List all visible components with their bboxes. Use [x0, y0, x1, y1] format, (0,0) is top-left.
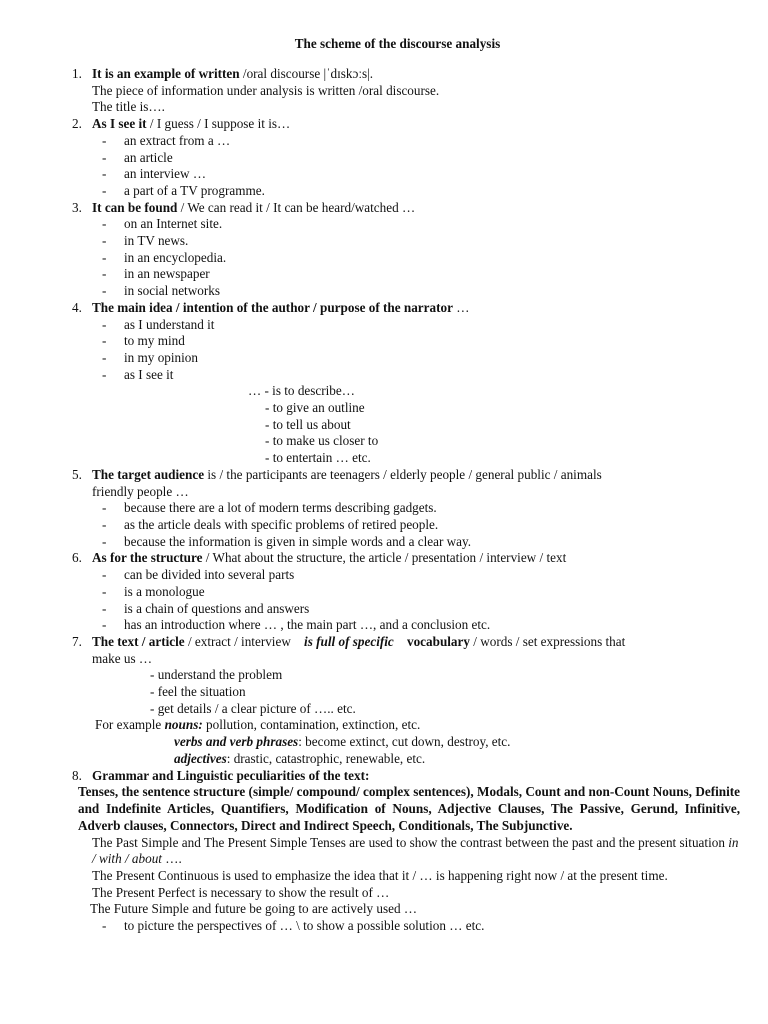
list-item: - to my mind — [0, 333, 768, 350]
section-4 — [0, 300, 768, 317]
list-item: - is a monologue — [0, 584, 768, 601]
section-number: 2. — [72, 116, 82, 132]
section-heading: It can be found / We can read it / It can be heard/watched … — [92, 199, 416, 215]
document-body — [0, 66, 768, 935]
list-item: - as I see it — [0, 367, 768, 384]
section-number: 6. — [72, 550, 82, 566]
list-item: - in social networks — [0, 283, 768, 300]
list-item: - an article — [0, 150, 768, 167]
list-item: - because the information is given in simple words and a clear way. — [0, 534, 768, 551]
list-item: - feel the situation — [150, 684, 246, 700]
paragraph: The Present Continuous is used to emphasize the idea that it / … is happening right now / at the present time. — [92, 868, 668, 884]
list-item: - has an introduction where … , the main part …, and a conclusion etc. — [0, 617, 768, 634]
list-item: - as the article deals with specific problems of retired people. — [0, 517, 768, 534]
section-heading: Grammar and Linguistic peculiarities of the text: — [92, 767, 370, 783]
section-text: The piece of information under analysis is written /oral discourse. — [92, 82, 440, 98]
list-item: - to picture the perspectives of … \ to show a possible solution … etc. — [0, 918, 768, 935]
list-item: - can be divided into several parts — [0, 567, 768, 584]
list-item: - is a chain of questions and answers — [0, 601, 768, 618]
purpose-item: - to entertain … etc. — [265, 450, 371, 466]
section-7 — [0, 634, 768, 667]
list-item: - get details / a clear picture of ….. etc. — [150, 700, 356, 716]
list-item: - an extract from a … — [0, 133, 768, 150]
list-item: - a part of a TV programme. — [0, 183, 768, 200]
section-number: 5. — [72, 466, 82, 482]
section-text: friendly people … — [92, 483, 189, 499]
list-item: - in an encyclopedia. — [0, 250, 768, 267]
purpose-item: - to tell us about — [265, 416, 351, 432]
section-number: 4. — [72, 299, 82, 315]
section-heading: As I see it / I guess / I suppose it is… — [92, 116, 291, 132]
section-number: 1. — [72, 66, 82, 81]
section-text: The title is…. — [92, 99, 165, 115]
paragraph: The Past Simple and The Present Simple Tenses are used to show the contrast between the past and the present situation in / with / about …. — [92, 834, 739, 867]
section-number: 7. — [72, 633, 82, 649]
grammar-list: Tenses, the sentence structure (simple/ compound/ complex sentences), Modals, Count and non-Count Nouns, Definite and Indefinite Articles, Quantifiers, Modification of Nouns, Adjective Clauses, The Passive, Gerund, Infinitive, Adverb clauses, Connectors, Direct and Indirect Speech, Conditionals, The Subjunctive. — [78, 784, 740, 833]
section-3 — [0, 200, 768, 217]
section-2 — [0, 116, 768, 133]
list-item: - an interview … — [0, 166, 768, 183]
example-verbs: verbs and verb phrases: become extinct, cut down, destroy, etc. — [174, 734, 511, 750]
list-item: - because there are a lot of modern terms describing gadgets. — [0, 500, 768, 517]
section-number: 3. — [72, 199, 82, 215]
list-item: - as I understand it — [0, 317, 768, 334]
document-title: The scheme of the discourse analysis — [294, 36, 501, 51]
section-6 — [0, 550, 768, 567]
section-text: make us … — [92, 650, 153, 666]
list-item: - in my opinion — [0, 350, 768, 367]
example-adjectives: adjectives: drastic, catastrophic, renewable, etc. — [174, 750, 426, 766]
section-heading: As for the structure / What about the structure, the article / presentation / interview / text — [92, 550, 567, 566]
section-heading: The text / article / extract / interview is full of specific vocabulary / words / set expressions that — [92, 633, 626, 649]
section-heading: The main idea / intention of the author / purpose of the narrator … — [92, 299, 470, 315]
purpose-heading: … - is to describe… — [248, 383, 355, 399]
section-5 — [0, 467, 768, 500]
section-8 — [0, 768, 768, 785]
list-item: - in an newspaper — [0, 266, 768, 283]
section-1 — [0, 66, 768, 116]
section-heading: The target audience is / the participants are teenagers / elderly people / general public / animals — [92, 466, 602, 482]
purpose-item: - to make us closer to — [265, 433, 379, 449]
purpose-item: - to give an outline — [265, 400, 365, 416]
paragraph: The Present Perfect is necessary to show the result of … — [92, 884, 390, 900]
list-item: - in TV news. — [0, 233, 768, 250]
paragraph: The Future Simple and future be going to are actively used … — [90, 901, 418, 917]
example-nouns: For example nouns: pollution, contamination, extinction, etc. — [95, 717, 421, 733]
list-item: - understand the problem — [150, 667, 283, 683]
section-heading: It is an example of written /oral discourse |ˈdɪskɔːs|. — [92, 66, 374, 81]
list-item: - on an Internet site. — [0, 216, 768, 233]
section-number: 8. — [72, 767, 82, 783]
